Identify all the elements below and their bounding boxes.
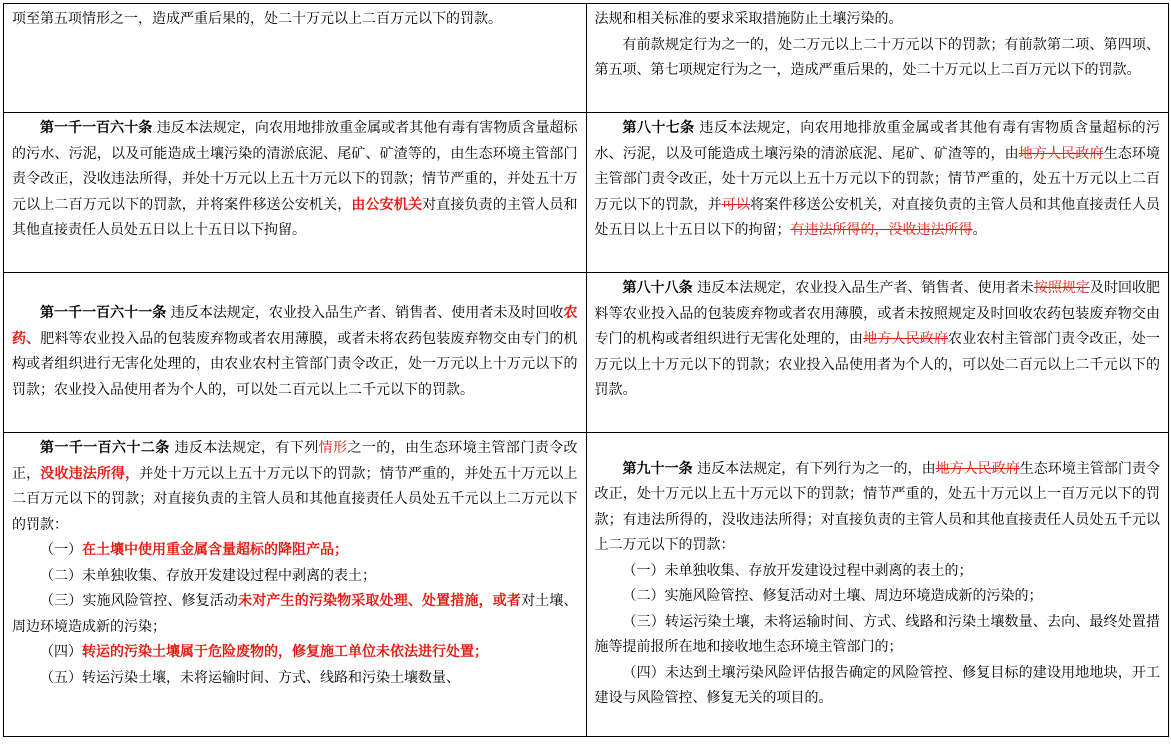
- law-cell: [586, 4, 1169, 113]
- comparison-table: [3, 3, 1169, 737]
- text: 农业农村主管部门责令改正，处一万元以上十万元以下的罚款；农业投入品使用者为个人的，可以处二百元以上二千元以下的罚款。: [594, 331, 1161, 398]
- deleted-text: 可以: [721, 196, 751, 213]
- paragraph: [595, 276, 1161, 404]
- text: 将案件移送公安机关，对直接负责的主管人员和其他直接责任人员处五日以上十五日以下的拘留；: [594, 196, 1161, 238]
- added-text: 在土壤中使用重金属含量超标的降阻产品；: [82, 542, 348, 558]
- text: 并处十万元以上五十万元以下的罚款；情节严重的，并处五十万元以上二百万元以下的罚款；对直接负责的主管人员和其他直接责任人员处五千元以上二万元以下的罚款：: [12, 465, 578, 533]
- article-number: 第一千一百六十条: [40, 120, 153, 136]
- article-number: 第九十一条: [622, 460, 693, 477]
- paragraph: 有前款规定行为之一的，处二万元以上二十万元以下的罚款；有前款第二项、第四项、第五项、第七项规定行为之一，造成严重后果的，处二十万元以上二百万元以下的罚款。: [594, 36, 1160, 78]
- paragraph: [12, 436, 578, 538]
- table-row: [4, 113, 1169, 273]
- text: 。: [972, 222, 987, 238]
- article-number: 第一千一百六十二条: [40, 440, 170, 456]
- added-text: 转运的污染土壤属于危险废物的，修复施工单位未依法进行处置；: [82, 644, 488, 660]
- text: 违反本法规定，有下列: [174, 440, 319, 456]
- table-row: [4, 4, 1169, 113]
- law-cell: [586, 433, 1169, 737]
- text: （三）实施风险管控、修复活动: [40, 593, 239, 609]
- text: （四）: [40, 644, 82, 660]
- law-cell: [586, 113, 1169, 273]
- paragraph: [595, 116, 1161, 244]
- draft-cell: [4, 433, 587, 737]
- paragraph: 法规和相关标准的要求采取措施防止土壤污染的。: [594, 11, 903, 27]
- added-text: 未对产生的污染物采取处理、处置措施，或者: [238, 593, 522, 609]
- text: 及时回收肥料等农业投入品的包装废弃物或者农用薄膜，或者未按照规定及时回收农药包装废弃物交由专门的机构或者组织进行无害化处理的，由: [594, 280, 1161, 347]
- text: 违反本法规定，农业投入品生产者、销售者、使用者未: [697, 280, 1034, 296]
- article-number: 第八十八条: [622, 280, 693, 296]
- deleted-text: 地方人民政府: [863, 331, 949, 347]
- text: 对土壤、周边环境造成新的污染；: [12, 593, 578, 635]
- text: （一）: [40, 542, 82, 558]
- paragraph: [595, 457, 1161, 559]
- added-text: 农药、: [12, 305, 578, 347]
- text: 违反本法规定，向农用地排放重金属或者其他有毒有害物质含量超标的污水、污泥，以及可能造成土壤污染的清淤底泥、尾矿、矿渣等的，由生态环境主管部门责令改正，没收违法所得，并处十万元以上五十万元以下的罚款；情节严重的，并处五十万元以上二百万元以下的罚款，并将案件移送公安机关，: [12, 120, 578, 213]
- list-item: [12, 589, 578, 640]
- paragraph: [12, 116, 578, 244]
- list-item: （三）转运污染土壤，未将运输时间、方式、线路和污染土壤数量、去向、最终处置措施等提前报所在地和接收地生态环境主管部门的；: [594, 613, 1160, 655]
- text: 肥料等农业投入品的包装废弃物或者农用薄膜，或者未将农药包装废弃物交由专门的机构或者组织进行无害化处理的，由农业农村主管部门责令改正，处一万元以上十万元以下的罚款；农业投入品使用者为个人的，可以处二百元以上二千元以下的罚款。: [12, 330, 578, 398]
- text: 生态环境主管部门责令改正，处十万元以上五十万元以下的罚款；情节严重的，处五十万元以上二百万元以下的罚款，并: [594, 145, 1161, 213]
- deleted-text: 按照规定: [1033, 280, 1090, 296]
- text: 违反本法规定，农业投入品生产者、销售者、使用者未及时回收: [170, 305, 564, 321]
- deleted-text: 有违法所得的，没收违法所得: [790, 222, 973, 238]
- text: 违反本法规定，向农用地排放重金属或者其他有毒有害物质含量超标的污水、污泥，以及可能造成土壤污染的清淤底泥、尾矿、矿渣等的，由: [594, 120, 1161, 162]
- law-cell: [586, 273, 1169, 433]
- added-text: 由公安机关: [351, 196, 423, 213]
- paragraph: 项至第五项情形之一，造成严重后果的，处二十万元以上二百万元以下的罚款。: [12, 11, 502, 27]
- deleted-text: 地方人民政府: [1018, 145, 1104, 162]
- list-item: （五）转运污染土壤，未将运输时间、方式、线路和污染土壤数量、: [40, 669, 460, 686]
- article-number: 第一千一百六十一条: [40, 305, 167, 321]
- list-item: [12, 640, 578, 666]
- table-row: [4, 433, 1169, 737]
- list-item: （四）未达到土壤污染风险评估报告确定的风险管控、修复目标的建设用地地块，开工建设与风险管控、修复无关的项目的。: [594, 664, 1160, 706]
- list-item: （二）未单独收集、存放开发建设过程中剥离的表土；: [40, 567, 376, 584]
- draft-cell: [4, 273, 587, 433]
- paragraph: [12, 301, 578, 403]
- list-item: （二）实施风险管控、修复活动对土壤、周边环境造成新的污染的；: [622, 588, 1043, 604]
- deleted-text: 地方人民政府: [935, 460, 1020, 477]
- article-number: 第八十七条: [622, 120, 695, 136]
- list-item: [12, 538, 578, 564]
- text: 违反本法规定，有下列行为之一的，由: [697, 460, 936, 477]
- added-text: 没收违法所得，: [40, 465, 140, 482]
- text: 对直接负责的主管人员和其他直接责任人员处五日以上十五日以下拘留。: [12, 196, 578, 238]
- text: 生态环境主管部门责令改正，处十万元以上五十万元以下的罚款；情节严重的，处五十万元以上一百万元以下的罚款；有违法所得的，没收违法所得；对直接负责的主管人员和其他直接责任人员处五千元以上二万元以下的罚款：: [594, 460, 1161, 553]
- list-item: （一）未单独收集、存放开发建设过程中剥离的表土的；: [622, 562, 973, 579]
- draft-cell: [4, 113, 587, 273]
- text: 之一的，由生态环境主管部门责令改正，: [12, 440, 578, 482]
- added-text: 情形: [318, 440, 348, 456]
- draft-cell: [4, 4, 587, 113]
- table-row: [4, 273, 1169, 433]
